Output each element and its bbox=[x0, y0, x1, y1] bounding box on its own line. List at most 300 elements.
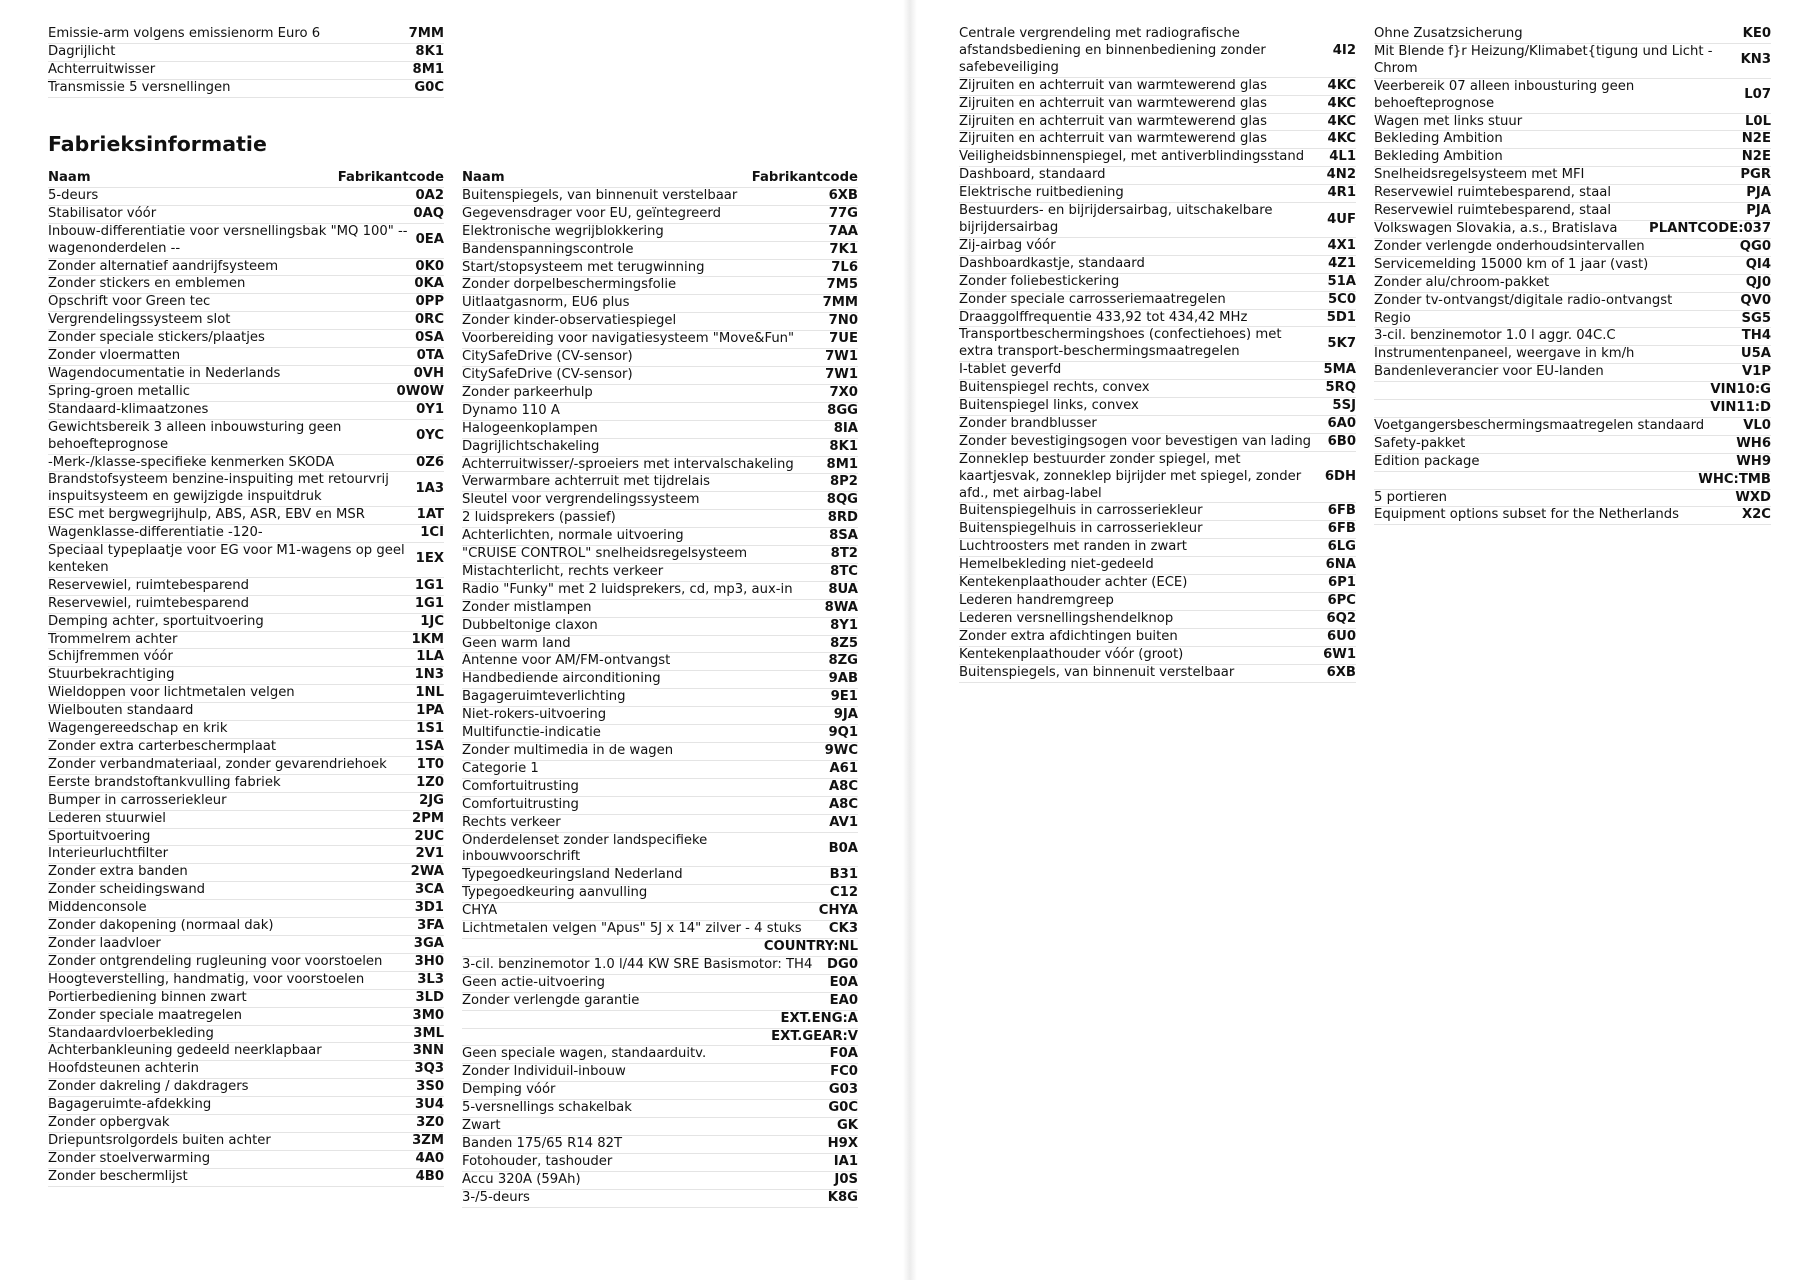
table-row bbox=[959, 114, 1356, 132]
table-row bbox=[959, 434, 1356, 452]
table-row bbox=[959, 310, 1356, 328]
option-name: ESC met bergwegrijhulp, ABS, ASR, EBV en MSR bbox=[48, 507, 365, 523]
header-code: Fabrikantcode bbox=[337, 170, 444, 185]
table-row bbox=[48, 793, 444, 811]
option-name: Uitlaatgasnorm, EU6 plus bbox=[462, 295, 630, 311]
table-row bbox=[462, 815, 858, 833]
table-row bbox=[959, 575, 1356, 593]
option-name: Zijruiten en achterruit van warmtewerend glas bbox=[959, 77, 1267, 93]
table-row bbox=[1374, 293, 1771, 311]
option-code: VIN11:D bbox=[1710, 400, 1771, 416]
option-code: 5SJ bbox=[1332, 398, 1356, 414]
option-code: G0C bbox=[828, 1100, 858, 1116]
table-row bbox=[462, 331, 858, 349]
option-name: Centrale vergrendeling met radiografische afstandsbediening en binnenbediening zonder safebeveiliging bbox=[959, 26, 1266, 75]
option-name: Mit Blende f}r Heizung/Klimabet{tigung und Licht - Chrom bbox=[1374, 43, 1713, 76]
table-row bbox=[1374, 79, 1771, 114]
table-row bbox=[48, 972, 444, 990]
option-name: Zonder verlengde onderhoudsintervallen bbox=[1374, 238, 1645, 254]
table-row bbox=[1374, 185, 1771, 203]
option-name: Zonder alternatief aandrijfsysteem bbox=[48, 258, 279, 274]
table-row bbox=[462, 867, 858, 885]
table-row bbox=[48, 312, 444, 330]
option-name: Zonder dorpelbeschermingsfolie bbox=[462, 277, 677, 293]
option-name: Trommelrem achter bbox=[48, 631, 178, 647]
option-name: Ohne Zusatzsicherung bbox=[1374, 26, 1523, 41]
option-name: Dagrijlichtschakeling bbox=[462, 438, 600, 454]
option-name: Zonder laadvloer bbox=[48, 935, 161, 951]
option-code: WH9 bbox=[1736, 453, 1771, 469]
option-name: Niet-rokers-uitvoering bbox=[462, 707, 607, 723]
option-code: 1SA bbox=[415, 739, 444, 754]
option-code: 3M0 bbox=[412, 1007, 444, 1023]
option-code: 1S1 bbox=[416, 721, 444, 737]
option-code: 8TC bbox=[830, 563, 858, 579]
option-code: 0YC bbox=[416, 428, 444, 444]
option-code: QG0 bbox=[1739, 238, 1771, 254]
table-row bbox=[462, 707, 858, 725]
option-name: Lichtmetalen velgen "Apus" 5J x 14" zilver - 4 stuks bbox=[462, 921, 802, 937]
option-code: 0SA bbox=[415, 330, 444, 346]
option-code: VIN10:G bbox=[1710, 382, 1771, 398]
table-row bbox=[1374, 472, 1771, 490]
option-name: Achterruitwisser bbox=[48, 61, 156, 77]
option-name: Reservewiel, ruimtebesparend bbox=[48, 577, 249, 593]
option-code: 3S0 bbox=[416, 1079, 444, 1095]
option-code: G03 bbox=[828, 1082, 858, 1098]
option-name: Zonder tv-ontvangst/digitale radio-ontvangst bbox=[1374, 292, 1673, 308]
option-code: 4B0 bbox=[415, 1168, 444, 1184]
option-name: Portierbediening binnen zwart bbox=[48, 989, 247, 1005]
option-code: 0Y1 bbox=[416, 401, 444, 417]
option-code: 3ML bbox=[413, 1025, 444, 1041]
option-name: Bagageruimte-afdekking bbox=[48, 1097, 212, 1113]
table-row bbox=[462, 474, 858, 492]
option-name: Voorbereiding voor navigatiesysteem "Move&Fun" bbox=[462, 331, 795, 347]
option-code: VL0 bbox=[1743, 417, 1771, 433]
left-page bbox=[0, 0, 903, 1280]
option-name: Edition package bbox=[1374, 453, 1480, 469]
option-name: Wielbouten standaard bbox=[48, 703, 194, 719]
option-code: 6LG bbox=[1327, 539, 1356, 555]
option-name: CitySafeDrive (CV-sensor) bbox=[462, 349, 633, 365]
table-row bbox=[462, 975, 858, 993]
option-code: KN3 bbox=[1740, 52, 1771, 68]
option-name: Interieurluchtfilter bbox=[48, 846, 168, 862]
option-name: Zijruiten en achterruit van warmtewerend glas bbox=[959, 131, 1267, 147]
option-code: 3NN bbox=[412, 1043, 444, 1059]
option-code: 3Z0 bbox=[416, 1115, 444, 1131]
option-code: 3ZM bbox=[412, 1132, 444, 1148]
option-name: Dashboard, standaard bbox=[959, 167, 1106, 183]
option-name: Categorie 1 bbox=[462, 760, 539, 776]
table-row bbox=[48, 596, 444, 614]
option-code: 3H0 bbox=[414, 953, 444, 969]
table-row bbox=[462, 671, 858, 689]
option-name: Handbediende airconditioning bbox=[462, 671, 661, 687]
option-code: 4N2 bbox=[1326, 167, 1356, 183]
option-code: G0C bbox=[414, 79, 444, 95]
table-row bbox=[462, 1118, 858, 1136]
option-name: Spring-groen metallic bbox=[48, 383, 191, 399]
option-code: 5C0 bbox=[1327, 291, 1356, 307]
option-code: 1G1 bbox=[414, 577, 444, 593]
intro-list bbox=[48, 26, 444, 98]
table-row bbox=[462, 761, 858, 779]
option-code: 1AT bbox=[416, 507, 444, 523]
table-row bbox=[462, 439, 858, 457]
option-name: Zonder extra banden bbox=[48, 864, 188, 880]
option-name: Geen warm land bbox=[462, 635, 571, 651]
table-row bbox=[48, 1061, 444, 1079]
option-name: Zijruiten en achterruit van warmtewerend glas bbox=[959, 95, 1267, 111]
option-code: 6A0 bbox=[1327, 415, 1356, 431]
table-row bbox=[48, 402, 444, 420]
table-row bbox=[48, 614, 444, 632]
table-row bbox=[48, 1079, 444, 1097]
option-code: 8UA bbox=[828, 581, 858, 597]
option-name: Geen speciale wagen, standaarduitv. bbox=[462, 1046, 707, 1062]
option-name: Emissie-arm volgens emissienorm Euro 6 bbox=[48, 26, 321, 41]
option-name: Inbouw-differentiatie voor versnellingsbak "MQ 100" -- wagenonderdelen -- bbox=[48, 223, 408, 256]
option-code: SG5 bbox=[1741, 310, 1771, 326]
table-row bbox=[959, 503, 1356, 521]
option-code: 9Q1 bbox=[828, 725, 858, 741]
table-row bbox=[1374, 311, 1771, 329]
option-code: 4R1 bbox=[1327, 185, 1356, 201]
option-code: 0EA bbox=[415, 232, 444, 248]
option-name: Achterruitwisser/-sproeiers met intervalschakeling bbox=[462, 456, 794, 472]
option-name: Zonneklep bestuurder zonder spiegel, met kaartjesvak, zonneklep bijrijder met spiegel, zonder afd., met airbag-label bbox=[959, 451, 1302, 501]
option-code: 7N0 bbox=[828, 313, 858, 329]
table-row bbox=[48, 1008, 444, 1026]
option-name: Driepuntsrolgordels buiten achter bbox=[48, 1132, 271, 1148]
table-row bbox=[48, 882, 444, 900]
option-name: Wagendocumentatie in Nederlands bbox=[48, 365, 281, 381]
table-row bbox=[48, 26, 444, 44]
table-row bbox=[48, 224, 444, 259]
table-row bbox=[462, 833, 858, 868]
table-row bbox=[48, 936, 444, 954]
table-row bbox=[462, 206, 858, 224]
table-row bbox=[48, 543, 444, 578]
table-row bbox=[48, 918, 444, 936]
option-code: 6XB bbox=[828, 187, 858, 203]
option-name: Voetgangersbeschermingsmaatregelen standaard bbox=[1374, 417, 1705, 433]
option-name: CHYA bbox=[462, 903, 498, 919]
option-code: 3Q3 bbox=[414, 1061, 444, 1077]
option-code: 4A0 bbox=[415, 1150, 444, 1166]
option-name: Middenconsole bbox=[48, 900, 147, 916]
option-code: 4X1 bbox=[1327, 237, 1356, 253]
table-row bbox=[1374, 400, 1771, 418]
option-code: 1EX bbox=[415, 551, 444, 567]
option-code: 1G1 bbox=[414, 595, 444, 611]
table-row bbox=[462, 242, 858, 260]
option-code: 7X0 bbox=[829, 384, 858, 400]
option-code: 8P2 bbox=[829, 474, 858, 490]
option-code: 9AB bbox=[828, 671, 858, 687]
table-row bbox=[959, 274, 1356, 292]
option-name: Zwart bbox=[462, 1118, 501, 1134]
option-name: Transportbeschermingshoes (confectiehoes) met extra transport-beschermingsmaatregelen bbox=[959, 327, 1282, 360]
option-name: Stabilisator vóór bbox=[48, 205, 157, 221]
table-row bbox=[1374, 382, 1771, 400]
table-row bbox=[462, 367, 858, 385]
option-code: 7W1 bbox=[825, 366, 858, 382]
option-name: Elektrische ruitbediening bbox=[959, 185, 1124, 201]
option-name: Dagrijlicht bbox=[48, 43, 116, 59]
option-code: 9E1 bbox=[830, 689, 858, 705]
table-row bbox=[462, 903, 858, 921]
table-row bbox=[462, 1046, 858, 1064]
table-row bbox=[1374, 275, 1771, 293]
option-name: Mistachterlicht, rechts verkeer bbox=[462, 563, 664, 579]
option-code: QJ0 bbox=[1745, 274, 1771, 290]
option-name: Buitenspiegels, van binnenuit verstelbaar bbox=[462, 187, 738, 203]
option-name: Eerste brandstoftankvulling fabriek bbox=[48, 774, 281, 790]
table-row bbox=[48, 775, 444, 793]
option-code: QV0 bbox=[1740, 292, 1771, 308]
option-code: 8Y1 bbox=[830, 617, 858, 633]
option-code: 0Z6 bbox=[416, 454, 444, 470]
table-row bbox=[462, 188, 858, 206]
option-code: 5MA bbox=[1323, 362, 1356, 378]
option-name: 3-/5-deurs bbox=[462, 1189, 530, 1205]
option-code: 2WA bbox=[410, 864, 444, 880]
table-row bbox=[462, 349, 858, 367]
option-name: Wagengereedschap en krik bbox=[48, 721, 228, 737]
table-row bbox=[48, 900, 444, 918]
option-code: 1N3 bbox=[414, 667, 444, 683]
option-code: 7UE bbox=[829, 331, 858, 347]
option-code: 6PC bbox=[1327, 593, 1356, 608]
option-name: 3-cil. benzinemotor 1.0 l/44 KW SRE Basismotor: TH4 bbox=[462, 956, 813, 972]
table-row bbox=[462, 636, 858, 654]
option-code: 3LD bbox=[415, 989, 444, 1005]
option-code: 6B0 bbox=[1327, 433, 1356, 449]
option-code: 7M5 bbox=[826, 277, 858, 293]
option-name: Zonder beschermlijst bbox=[48, 1168, 188, 1184]
option-name: Typegoedkeuringsland Nederland bbox=[462, 867, 683, 883]
option-code: A8C bbox=[828, 796, 858, 812]
options-column-3 bbox=[959, 26, 1356, 683]
table-row bbox=[48, 62, 444, 80]
option-code: 2JG bbox=[419, 792, 444, 808]
table-row bbox=[48, 348, 444, 366]
option-code: N2E bbox=[1741, 131, 1771, 147]
table-row bbox=[462, 582, 858, 600]
option-code: PJA bbox=[1746, 203, 1771, 219]
table-row bbox=[462, 277, 858, 295]
table-row bbox=[462, 1100, 858, 1118]
option-name: Lederen versnellingshendelknop bbox=[959, 610, 1174, 626]
table-row bbox=[462, 1154, 858, 1172]
table-row bbox=[959, 593, 1356, 611]
option-code: 3GA bbox=[413, 935, 444, 951]
table-row bbox=[959, 167, 1356, 185]
table-row bbox=[1374, 203, 1771, 221]
table-row bbox=[48, 685, 444, 703]
table-row bbox=[48, 366, 444, 384]
table-row bbox=[462, 993, 858, 1011]
table-row bbox=[1374, 239, 1771, 257]
table-row bbox=[1374, 490, 1771, 508]
option-name: Bandenleverancier voor EU-landen bbox=[1374, 364, 1604, 380]
option-code: 8RD bbox=[827, 510, 858, 526]
table-row bbox=[48, 206, 444, 224]
table-row bbox=[48, 294, 444, 312]
option-name: 5 portieren bbox=[1374, 489, 1447, 505]
table-row bbox=[462, 797, 858, 815]
table-row bbox=[462, 457, 858, 475]
option-name: Demping vóór bbox=[462, 1082, 556, 1098]
option-code: 1NL bbox=[415, 685, 444, 701]
option-code: K8G bbox=[827, 1189, 858, 1205]
option-name: Speciaal typeplaatje voor EG voor M1-wagens op geel kenteken bbox=[48, 543, 405, 575]
option-name: Antenne voor AM/FM-ontvangst bbox=[462, 653, 671, 669]
table-row bbox=[462, 689, 858, 707]
option-code: 8T2 bbox=[830, 546, 858, 562]
option-code: PLANTCODE:037 bbox=[1649, 220, 1771, 236]
table-row bbox=[959, 256, 1356, 274]
table-row bbox=[462, 885, 858, 903]
option-name: Buitenspiegels, van binnenuit verstelbaar bbox=[959, 664, 1235, 680]
table-row bbox=[462, 743, 858, 761]
table-row bbox=[48, 472, 444, 507]
table-row bbox=[1374, 131, 1771, 149]
option-code: 2PM bbox=[412, 810, 444, 826]
option-code: 7K1 bbox=[829, 241, 858, 257]
page-gutter bbox=[903, 0, 917, 1280]
table-row bbox=[462, 939, 858, 957]
table-row bbox=[1374, 44, 1771, 79]
option-name: Servicemelding 15000 km of 1 jaar (vast) bbox=[1374, 256, 1649, 272]
table-row bbox=[48, 1133, 444, 1151]
option-name: Hoogteverstelling, handmatig, voor voorstoelen bbox=[48, 971, 365, 987]
option-name: Kentekenplaathouder achter (ECE) bbox=[959, 575, 1188, 591]
header-code: Fabrikantcode bbox=[751, 170, 858, 185]
option-name: Luchtroosters met randen in zwart bbox=[959, 539, 1187, 555]
option-name: Start/stopsysteem met terugwinning bbox=[462, 259, 705, 275]
table-row bbox=[462, 779, 858, 797]
option-code: 1Z0 bbox=[416, 774, 444, 790]
option-code: V1P bbox=[1741, 364, 1771, 380]
option-code: E0A bbox=[829, 974, 858, 990]
table-row bbox=[48, 721, 444, 739]
table-row bbox=[462, 1190, 858, 1208]
options-column-1 bbox=[48, 170, 444, 1187]
option-name: Buitenspiegel rechts, convex bbox=[959, 380, 1150, 396]
table-row bbox=[462, 1064, 858, 1082]
option-code: L0L bbox=[1745, 113, 1771, 129]
table-row bbox=[48, 1097, 444, 1115]
option-code: 4UF bbox=[1327, 211, 1356, 227]
option-code: 9WC bbox=[824, 743, 858, 758]
option-name: Zonder dakopening (normaal dak) bbox=[48, 918, 274, 934]
option-name: Bekleding Ambition bbox=[1374, 131, 1503, 147]
option-name: Veiligheidsbinnenspiegel, met antiverblindingsstand bbox=[959, 149, 1305, 165]
option-code: AV1 bbox=[829, 814, 858, 830]
option-code: 51A bbox=[1327, 273, 1356, 289]
option-code: WXD bbox=[1735, 489, 1771, 505]
option-code: FC0 bbox=[830, 1064, 858, 1080]
option-code: N2E bbox=[1741, 149, 1771, 165]
option-code: 8M1 bbox=[412, 61, 444, 77]
table-row bbox=[1374, 221, 1771, 239]
option-name: Zonder dakreling / dakdragers bbox=[48, 1079, 249, 1095]
option-name: Zonder extra carterbeschermplaat bbox=[48, 739, 277, 754]
option-code: 0PP bbox=[415, 294, 444, 310]
option-name: Buitenspiegelhuis in carrosseriekleur bbox=[959, 503, 1203, 519]
option-code: 6Q2 bbox=[1326, 610, 1356, 626]
option-name: Zonder speciale carrosseriemaatregelen bbox=[959, 291, 1226, 307]
table-row bbox=[48, 276, 444, 294]
option-name: Sleutel voor vergrendelingssysteem bbox=[462, 492, 700, 508]
option-name: Zonder ontgrendeling rugleuning voor voorstoelen bbox=[48, 953, 383, 969]
table-row bbox=[462, 385, 858, 403]
option-code: EA0 bbox=[829, 992, 858, 1008]
table-row bbox=[959, 327, 1356, 362]
option-name: Vergrendelingssysteem slot bbox=[48, 312, 231, 328]
option-code: 6XB bbox=[1326, 664, 1356, 680]
table-row bbox=[462, 653, 858, 671]
table-row bbox=[48, 829, 444, 847]
option-code: 0VH bbox=[413, 365, 444, 381]
option-name: Reservewiel ruimtebesparend, staal bbox=[1374, 185, 1612, 201]
table-row bbox=[462, 600, 858, 618]
option-name: I-tablet geverfd bbox=[959, 362, 1062, 378]
option-code: 0K0 bbox=[415, 258, 444, 274]
option-name: Accu 320A (59Ah) bbox=[462, 1171, 581, 1187]
option-code: 3U4 bbox=[414, 1097, 444, 1113]
table-row bbox=[48, 384, 444, 402]
table-row bbox=[48, 739, 444, 757]
table-row bbox=[48, 757, 444, 775]
option-code: WHC:TMB bbox=[1698, 471, 1771, 487]
table-row bbox=[959, 96, 1356, 114]
option-name: Elektronische wegrijblokkering bbox=[462, 223, 664, 239]
table-row bbox=[48, 1115, 444, 1133]
option-name: Zonder alu/chroom-pakket bbox=[1374, 274, 1550, 290]
option-code: 3D1 bbox=[414, 900, 444, 916]
section-title: Fabrieksinformatie bbox=[48, 132, 267, 156]
table-row bbox=[1374, 257, 1771, 275]
option-name: CitySafeDrive (CV-sensor) bbox=[462, 366, 633, 382]
option-name: Bagageruimteverlichting bbox=[462, 689, 626, 705]
option-name: Schijfremmen vóór bbox=[48, 649, 173, 665]
option-code: 4KC bbox=[1327, 131, 1356, 147]
option-name: Standaard-klimaatzones bbox=[48, 401, 209, 417]
header-name: Naam bbox=[462, 170, 505, 185]
option-code: B0A bbox=[828, 840, 858, 856]
option-name: Wieldoppen voor lichtmetalen velgen bbox=[48, 685, 295, 701]
option-name: Zijruiten en achterruit van warmtewerend glas bbox=[959, 113, 1267, 129]
option-code: 6W1 bbox=[1323, 646, 1356, 662]
option-name: Lederen stuurwiel bbox=[48, 810, 166, 826]
table-row bbox=[1374, 114, 1771, 132]
option-code: QI4 bbox=[1745, 256, 1771, 272]
table-row bbox=[1374, 167, 1771, 185]
header-name: Naam bbox=[48, 170, 91, 185]
table-row bbox=[1374, 364, 1771, 382]
table-row bbox=[959, 238, 1356, 256]
table-row bbox=[48, 954, 444, 972]
table-row bbox=[462, 1136, 858, 1154]
table-row bbox=[462, 403, 858, 421]
table-row bbox=[462, 921, 858, 939]
option-code: 4KC bbox=[1327, 113, 1356, 129]
